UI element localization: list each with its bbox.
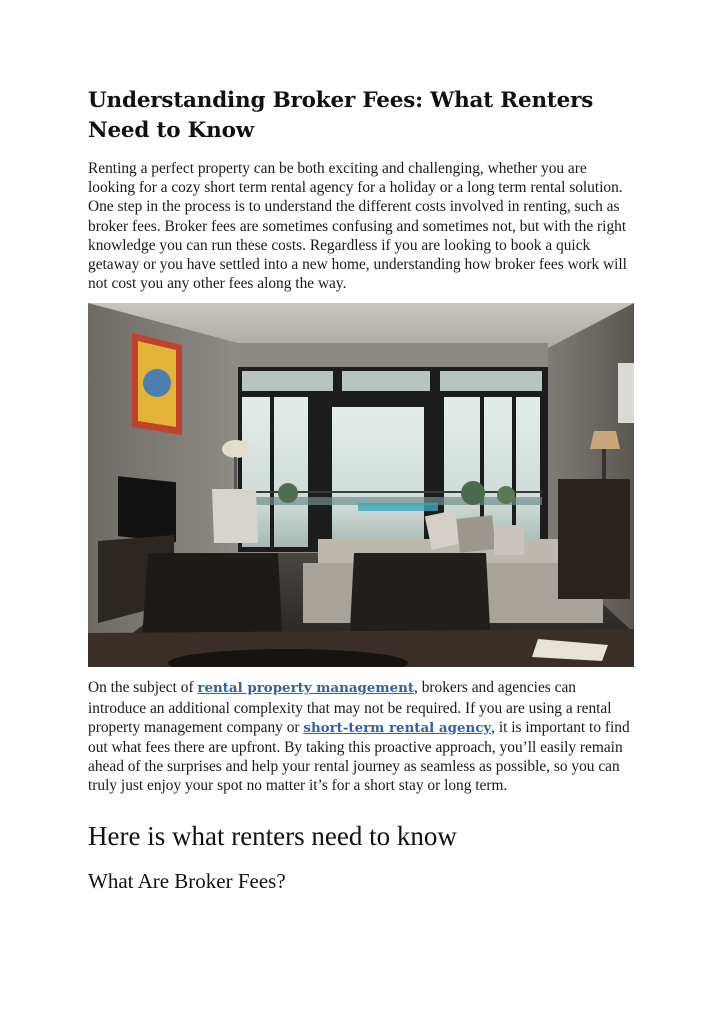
intro-paragraph: Renting a perfect property can be both exciting and challenging, whether you are looking for a cozy short term rental agency for a holiday or a long term rental solution. One step in the process is to understand the different costs involved in renting, such as broker fees. Broker fees are sometimes confusing and sometimes not, but with the right knowledge you can run these costs. Regardless if you are looking to book a quick getaway or you have settled into a new home, understanding how broker fees work will not cost you any other fees along the way. <box>88 160 627 293</box>
subsection-heading: What Are Broker Fees? <box>88 868 286 893</box>
para2-text-2: , brokers and agencies can introduce an additional complexity that may not be required. If you are using a rental property management company or <box>88 679 612 736</box>
para2-text-1: On the subject of <box>88 679 198 697</box>
paragraph-broker-fees-upfront <box>88 678 634 795</box>
para2-text-3: , it is important to find out what fees there are upfront. By taking this proactive approach, you’ll easily remain ahead of the surprises and help your rental journey as seamless as possible, so you can truly just enjoy your spot no matter it’s for a short stay or long term. <box>88 718 630 795</box>
short-term-rental-agency-link[interactable]: short-term rental agency <box>303 719 492 736</box>
rental-property-management-link[interactable]: rental property management <box>197 680 415 697</box>
article-title: Understanding Broker Fees: What Renters Need to Know <box>88 88 594 143</box>
article <box>88 86 634 894</box>
section-heading: Here is what renters need to know <box>88 820 457 851</box>
living-room-photo <box>88 303 634 667</box>
